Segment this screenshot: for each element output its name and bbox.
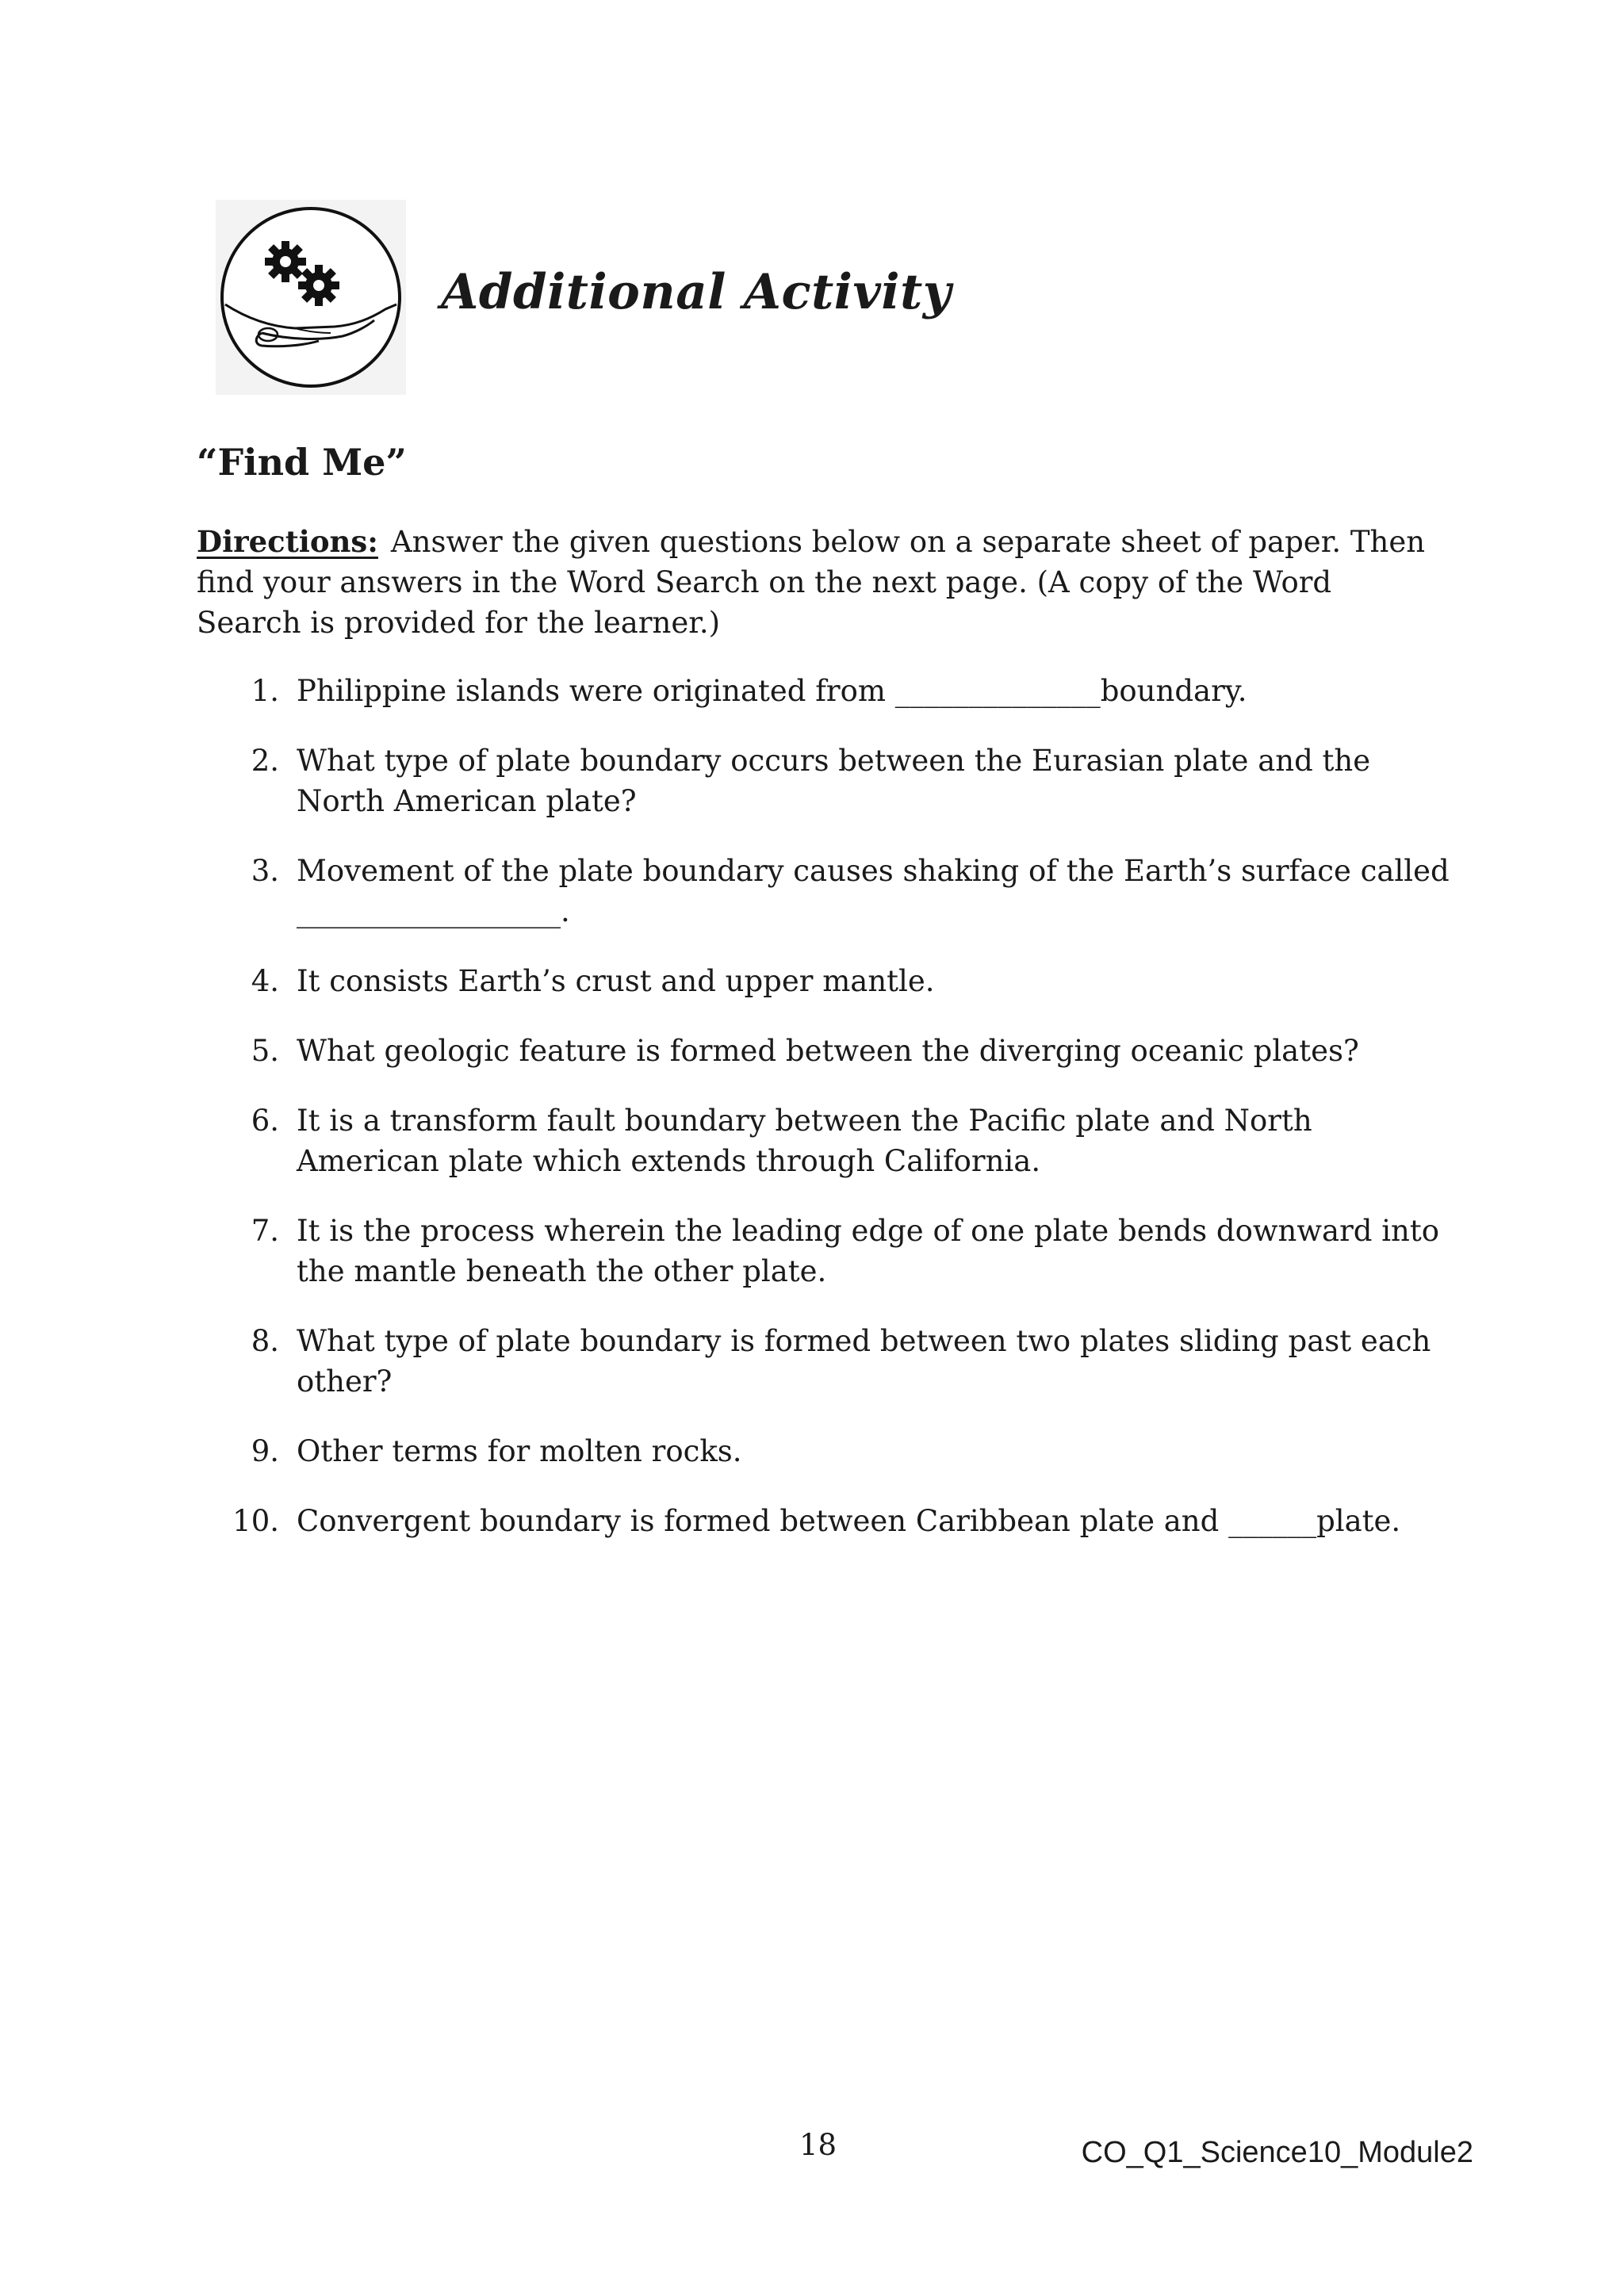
question-text: It is the process wherein the leading edge of one plate bends downward into the mantle beneath the other plate.	[297, 1214, 1440, 1288]
question-number: 1.	[251, 674, 279, 708]
question-item	[197, 1501, 1450, 1541]
question-text: What geologic feature is formed between the diverging oceanic plates?	[297, 1034, 1359, 1068]
question-text: What type of plate boundary occurs between the Eurasian plate and the North American plate?	[297, 744, 1371, 818]
question-text: It consists Earth’s crust and upper mantle.	[297, 964, 935, 998]
question-number: 4.	[251, 964, 279, 998]
question-text: Convergent boundary is formed between Caribbean plate and ______plate.	[297, 1504, 1401, 1538]
question-number: 2.	[251, 744, 279, 778]
question-list	[197, 671, 1450, 1571]
question-number: 8.	[251, 1324, 279, 1358]
question-item	[197, 851, 1450, 932]
question-item	[197, 671, 1450, 711]
question-text: What type of plate boundary is formed between two plates sliding past each other?	[297, 1324, 1431, 1399]
question-text: Philippine islands were originated from ______________boundary.	[297, 674, 1247, 708]
question-item	[197, 1321, 1450, 1402]
module-code: CO_Q1_Science10_Module2	[1081, 2136, 1473, 2169]
question-number: 3.	[251, 854, 279, 888]
question-number: 7.	[251, 1214, 279, 1248]
question-item	[197, 1031, 1450, 1071]
question-item	[197, 740, 1450, 821]
question-item	[197, 961, 1450, 1001]
gears-in-hand-icon	[216, 200, 406, 395]
question-text: Movement of the plate boundary causes shaking of the Earth’s surface called __________________.	[297, 854, 1450, 928]
question-item	[197, 1431, 1450, 1471]
question-number: 9.	[251, 1434, 279, 1468]
page-number: 18	[799, 2128, 837, 2162]
question-number: 6.	[251, 1104, 279, 1138]
question-text: Other terms for molten rocks.	[297, 1434, 742, 1468]
section-title: Additional Activity	[441, 264, 952, 320]
directions-text: Answer the given questions below on a separate sheet of paper. Then find your answers in the Word Search on the next page. (A copy of the Word Search is provided for the learner.)	[197, 525, 1426, 640]
activity-title: “Find Me”	[197, 441, 407, 484]
question-item	[197, 1211, 1450, 1292]
directions-label: Directions:	[197, 524, 378, 559]
question-text: It is a transform fault boundary between the Pacific plate and North American plate which extends through California.	[297, 1104, 1312, 1178]
question-number: 5.	[251, 1034, 279, 1068]
question-item	[197, 1100, 1450, 1181]
directions-paragraph	[197, 522, 1434, 643]
question-number: 10.	[232, 1504, 279, 1538]
